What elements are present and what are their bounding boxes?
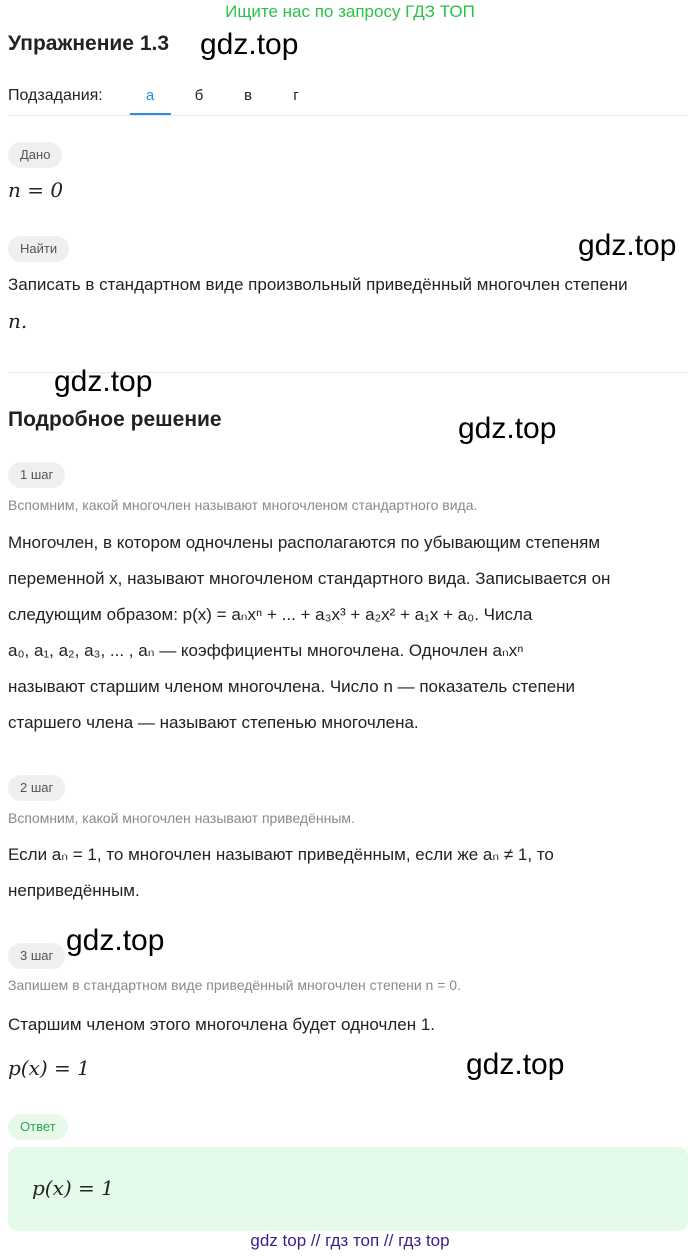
step-3-formula: p(x) = 1: [8, 1056, 90, 1080]
given-value: n = 0: [8, 178, 64, 202]
tab-v[interactable]: в: [244, 87, 252, 104]
solution-heading: Подробное решение: [8, 408, 222, 431]
step-2-badge: 2 шаг: [8, 775, 65, 801]
step-2-line-2: неприведённым.: [8, 881, 140, 900]
watermark: gdz.top: [458, 412, 557, 445]
answer-badge: Ответ: [8, 1114, 68, 1140]
find-text: Записать в стандартном виде произвольный приведённый многочлен степени: [8, 275, 628, 294]
tabs-divider: [8, 115, 688, 116]
step-1-line-1: Многочлен, в котором одночлены располагаются по убывающим степеням: [8, 533, 601, 552]
page-title: Упражнение 1.3: [8, 32, 170, 55]
step-3-hint: Запишем в стандартном виде приведённый многочлен степени n = 0.: [8, 977, 461, 993]
answer-value: p(x) = 1: [32, 1176, 114, 1200]
tab-g[interactable]: г: [293, 87, 299, 104]
step-1-line-4: a₀, a₁, a₂, a₃, ... , aₙ — коэффициенты многочлена. Одночлен aₙxⁿ: [8, 641, 524, 660]
step-2-hint: Вспомним, какой многочлен называют приведённым.: [8, 810, 355, 826]
watermark: gdz.top: [578, 229, 677, 262]
top-banner[interactable]: Ищите нас по запросу ГДЗ ТОП: [225, 2, 475, 21]
given-badge: Дано: [8, 142, 62, 168]
tab-a[interactable]: а: [145, 87, 155, 104]
step-1-line-2: переменной x, называют многочленом стандартного вида. Записывается он: [8, 569, 611, 588]
subtasks-label: Подзадания:: [8, 87, 103, 104]
step-3-badge: 3 шаг: [8, 943, 65, 969]
watermark: gdz.top: [54, 365, 153, 398]
step-1-line-6: старшего члена — называют степенью многочлена.: [8, 713, 419, 732]
step-1-line-5: называют старшим членом многочлена. Число n — показатель степени: [8, 677, 576, 696]
find-text-variable: n.: [8, 309, 28, 333]
watermark: gdz.top: [466, 1048, 565, 1081]
step-1-badge: 1 шаг: [8, 462, 65, 488]
step-3-line-1: Старшим членом этого многочлена будет одночлен 1.: [8, 1015, 436, 1034]
step-1-line-3: следующим образом: p(x) = aₙxⁿ + ... + a₃x³ + a₂x² + a₁x + a₀. Числа: [8, 605, 533, 624]
find-badge: Найти: [8, 236, 69, 262]
footer-links[interactable]: gdz top // гдз топ // гдз top: [250, 1231, 450, 1250]
watermark: gdz.top: [200, 28, 299, 61]
step-2-line-1: Если aₙ = 1, то многочлен называют приведённым, если же aₙ ≠ 1, то: [8, 845, 554, 864]
step-1-hint: Вспомним, какой многочлен называют многочленом стандартного вида.: [8, 497, 478, 513]
tab-b[interactable]: б: [194, 87, 204, 104]
watermark: gdz.top: [66, 924, 165, 957]
